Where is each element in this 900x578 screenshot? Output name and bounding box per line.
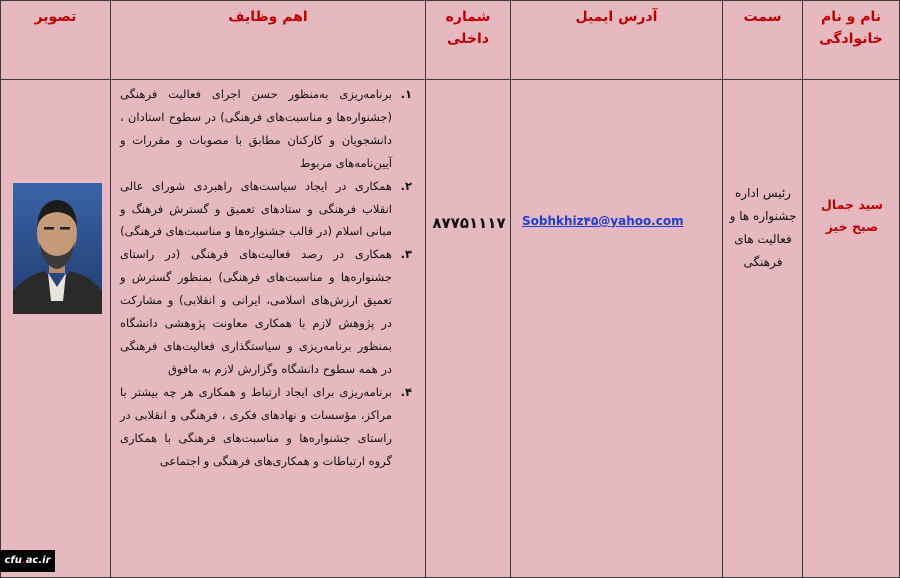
duty-item <box>120 83 412 175</box>
header-duties-label: اهم وظایف <box>228 9 308 25</box>
header-email-label: آدرس ایمیل <box>575 9 658 25</box>
header-extension <box>425 0 511 80</box>
duty-text: همکاری در رصد فعالیت‌های فرهنگی (در راستای جشنواره‌ها و مناسبت‌های فرهنگی) بمنظور گسترش و تعمیق ارزش‌های اسلامی، ایرانی و انقلابی) و مشارکت در پژوهش لازم با همکاری معاونت پژوهشی دانشگاه بمنظور برنامه‌ریزی و سیاستگذاری فعالیت‌های فرهنگی در همه سطوح دانشگاه وگزارش لازم به مافوق <box>120 247 392 376</box>
portrait-image <box>13 183 102 314</box>
header-name <box>802 0 900 80</box>
header-extension-label: شماره داخلی <box>445 9 491 47</box>
cell-name <box>802 79 900 578</box>
logo-dot: . <box>21 555 26 566</box>
header-position <box>722 0 803 80</box>
person-photo <box>13 183 102 314</box>
header-email <box>510 0 723 80</box>
duty-item <box>120 243 412 380</box>
duty-item <box>120 381 412 473</box>
extension-number: ۸۷۷۵۱۱۱۷ <box>432 214 506 232</box>
logo-part-b: ac.ir <box>25 555 51 566</box>
cell-photo <box>0 79 111 578</box>
header-photo <box>0 0 111 80</box>
duty-number: ۱. <box>400 87 412 101</box>
duty-number: ۴. <box>400 384 412 399</box>
duty-text: همکاری در ایجاد سیاست‌های راهبردی شورای عالی انقلاب فرهنگی و ستادهای تعمیق و گسترش فرهنگ و مبانی اسلام (در قالب جشنواره‌ها و مناسبت‌های فرهنگی) <box>120 178 392 239</box>
header-duties <box>110 0 426 80</box>
duty-text: برنامه‌ریزی برای ایجاد ارتباط و همکاری هر چه بیشتر با مراکز، مؤسسات و نهادهای فکری ، فرهنگی و انقلابی در راستای جشنواره‌ها و مناسبت‌های فرهنگی با همکاری گروه ارتباطات و همکاری‌های فرهنگی و اجتماعی <box>120 384 392 468</box>
header-name-label: نام و نام خانوادگی <box>819 9 883 47</box>
duty-number: ۳. <box>400 247 412 262</box>
logo-part-a: cfu <box>4 555 22 566</box>
person-position: رئیس اداره جشنواره ها و فعالیت های فرهنگی <box>729 186 797 269</box>
header-photo-label: تصویر <box>34 9 77 25</box>
cell-email <box>510 79 723 578</box>
email-link[interactable]: Sobhkhiz۴۵@yahoo.com <box>522 214 684 228</box>
person-name: سید جمال صبح خیز <box>821 197 883 234</box>
cell-extension <box>425 79 511 578</box>
duty-item <box>120 175 412 244</box>
site-logo <box>0 550 55 572</box>
cell-position <box>722 79 803 578</box>
duty-number: ۲. <box>400 178 412 193</box>
duties-list <box>120 83 412 472</box>
header-position-label: سمت <box>743 9 782 25</box>
duty-text: برنامه‌ریزی به‌منظور حسن اجرای فعالیت فرهنگی (جشنواره‌ها و مناسبت‌های فرهنگی) در سطوح استادان ، دانشجویان و کارکنان مطابق با مصوبات و مقررات و آیین‌نامه‌های مربوط <box>120 87 392 170</box>
